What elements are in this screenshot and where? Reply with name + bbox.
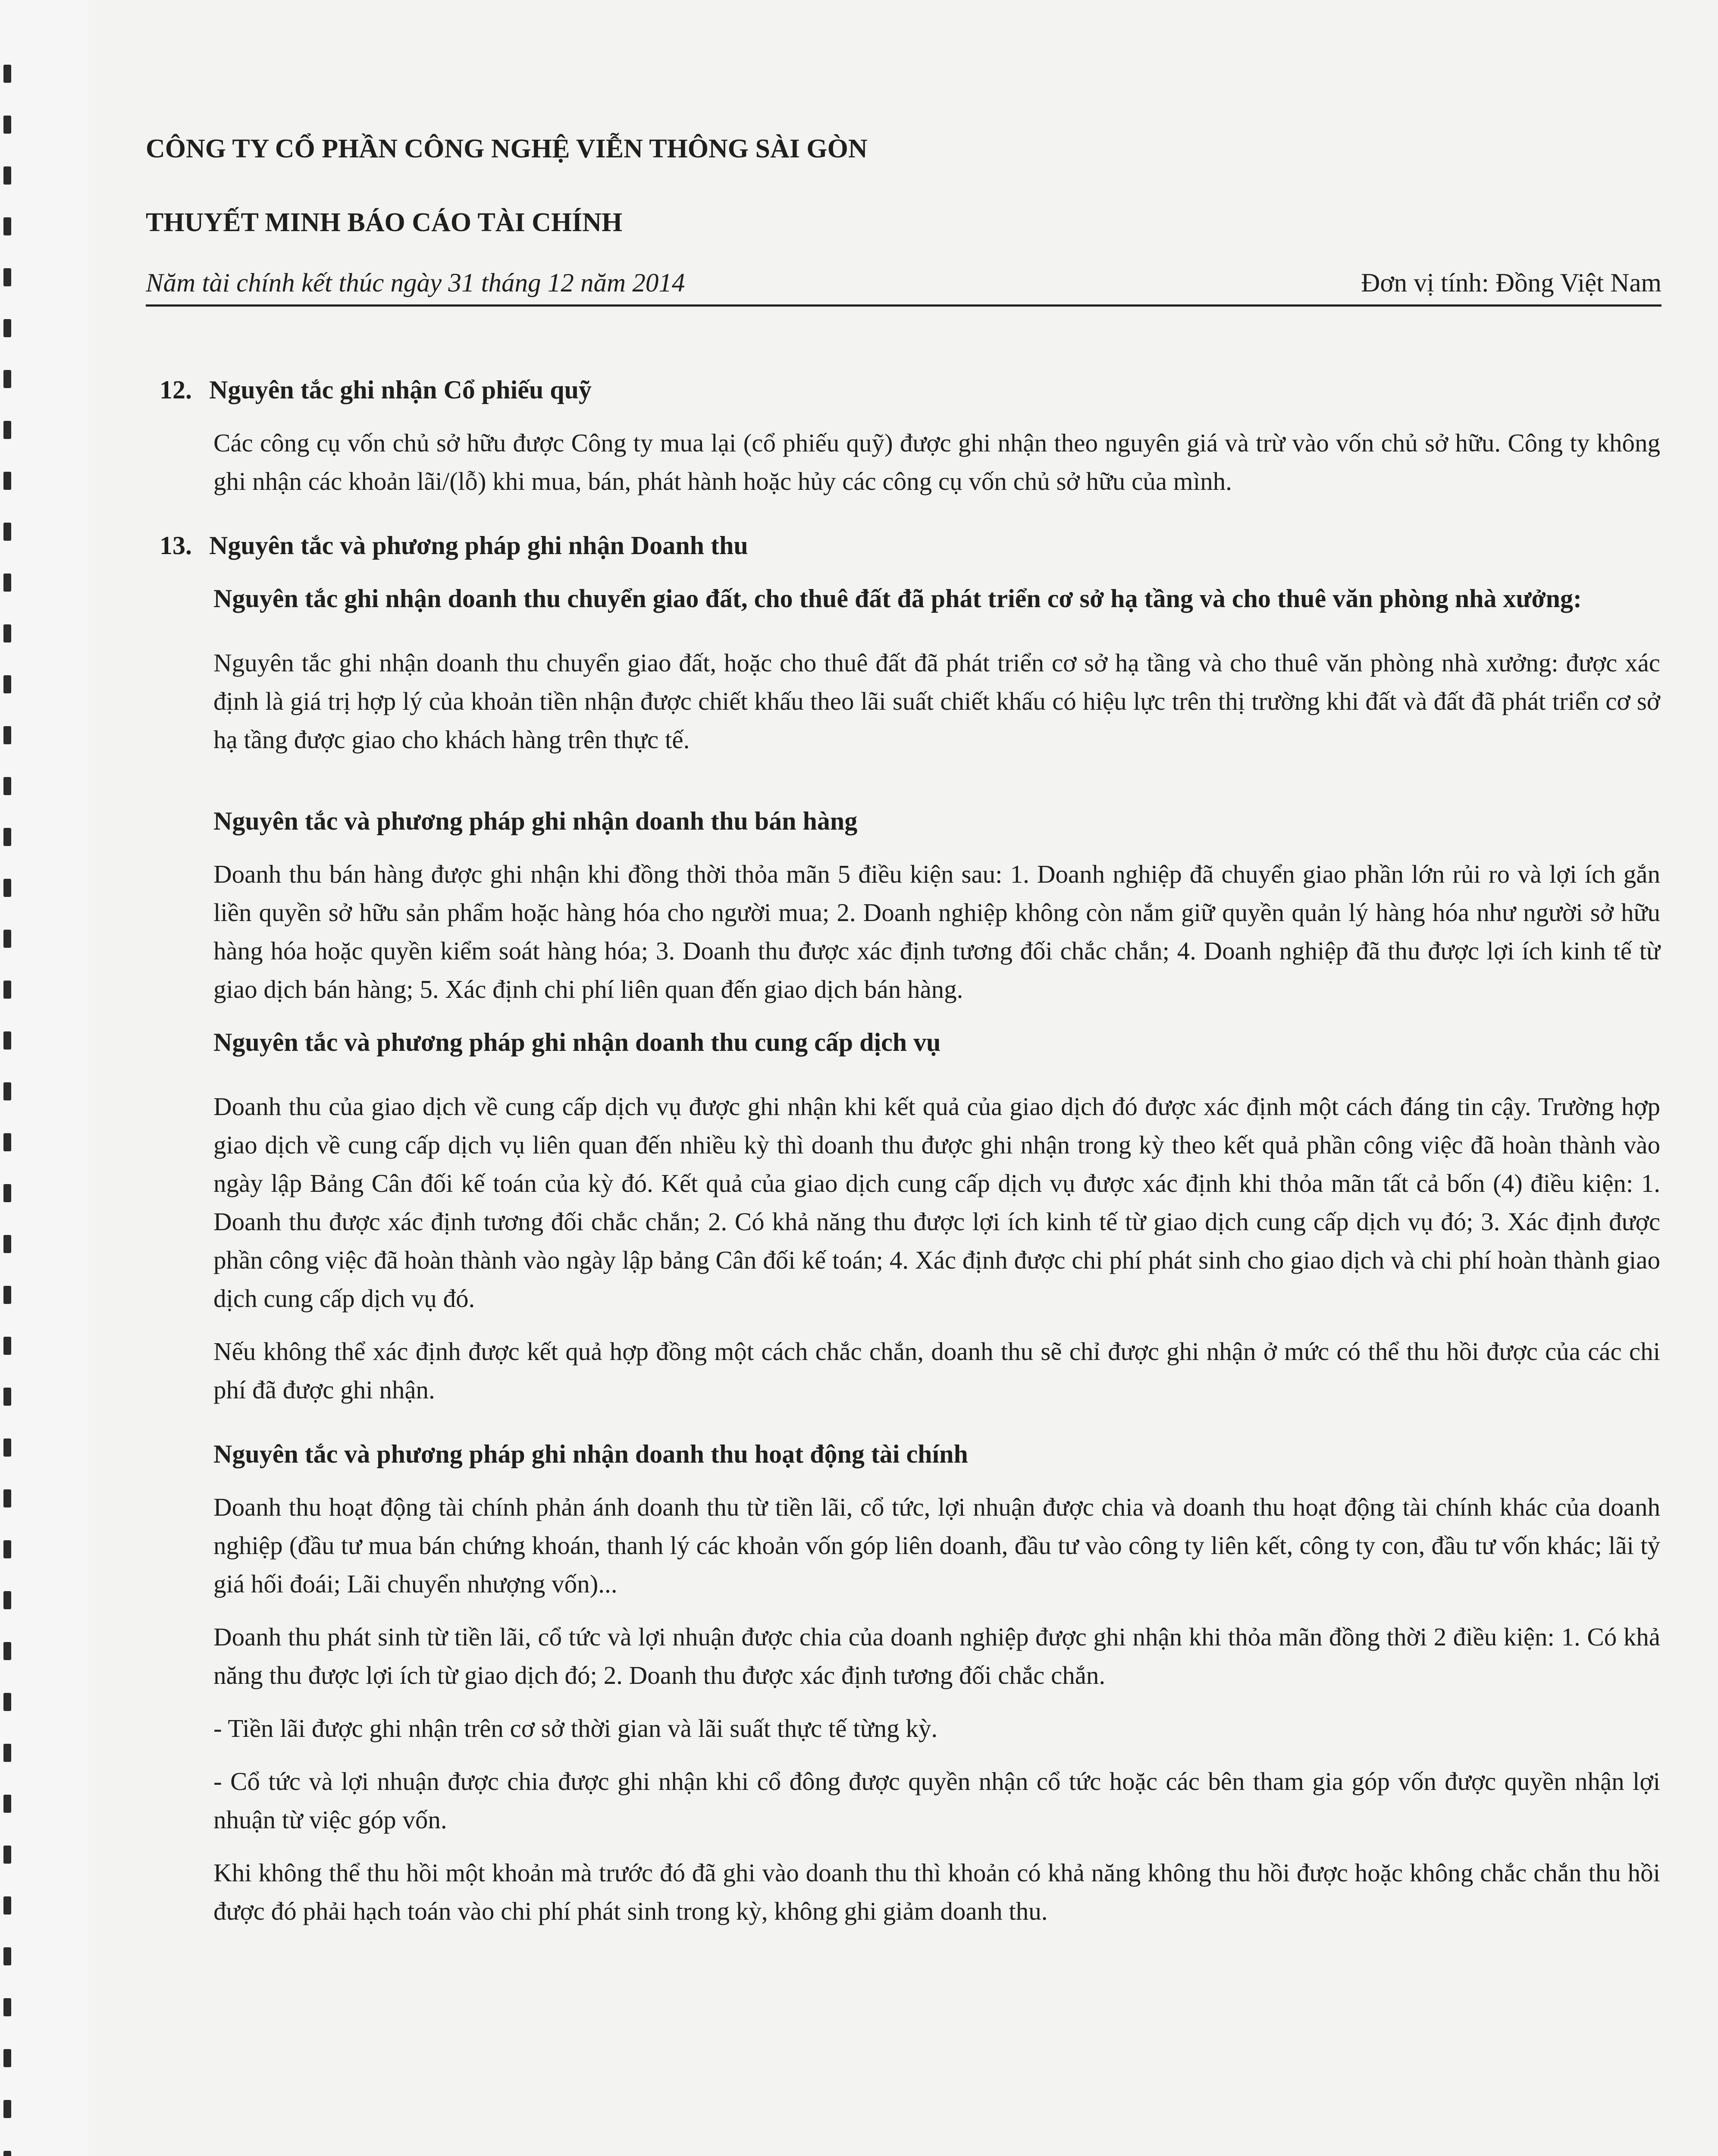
binder-hole xyxy=(3,1489,11,1507)
binder-hole xyxy=(3,1642,11,1660)
binder-hole xyxy=(3,1540,11,1558)
binder-hole xyxy=(3,624,11,642)
binder-hole xyxy=(3,2151,11,2156)
binder-hole xyxy=(3,1031,11,1050)
section-12-paragraph: Các công cụ vốn chủ sở hữu được Công ty mua lại (cổ phiếu quỹ) được ghi nhận theo nguyên giá và trừ vào vốn chủ sở hữu. Công ty không ghi nhận các khoản lãi/(lỗ) khi mua, bán, phát hành hoặc hủy các công cụ vốn chủ sở hữu của mình. xyxy=(213,429,1660,495)
currency-unit: Đơn vị tính: Đồng Việt Nam xyxy=(1361,269,1662,298)
binder-hole xyxy=(3,370,11,388)
binder-hole xyxy=(3,1947,11,1965)
binder-strip xyxy=(0,0,88,2156)
document-body xyxy=(160,371,1660,1930)
section-title: Nguyên tắc và phương pháp ghi nhận Doanh thu xyxy=(209,531,748,560)
binder-hole xyxy=(3,319,11,337)
binder-hole xyxy=(3,1846,11,1864)
binder-hole xyxy=(3,116,11,134)
period-row xyxy=(146,268,1662,307)
dividend-bullet: - Cổ tức và lợi nhuận được chia được ghi nhận khi cổ đông được quyền nhận cổ tức hoặc các bên tham gia góp vốn được quyền nhận lợi nhuận từ việc góp vốn. xyxy=(213,1767,1660,1834)
binder-hole xyxy=(3,268,11,286)
subsection-land-paragraph: Nguyên tắc ghi nhận doanh thu chuyển giao đất, hoặc cho thuê đất đã phát triển cơ sở hạ tầng và cho thuê văn phòng nhà xưởng: được xác định là giá trị hợp lý của khoản tiền nhận được chiết khấu theo lãi suất chiết khấu có hiệu lực trên thị trường khi đất và đất đã phát triển cơ sở hạ tầng được giao cho khách hàng trên thực tế. xyxy=(213,649,1660,754)
binder-hole xyxy=(3,65,11,83)
binder-hole xyxy=(3,879,11,897)
binder-hole xyxy=(3,930,11,948)
subsection-services-paragraph-1: Doanh thu của giao dịch về cung cấp dịch vụ được ghi nhận khi kết quả của giao dịch đó được xác định một cách đáng tin cậy. Trường hợp giao dịch về cung cấp dịch vụ liên quan đến nhiều kỳ thì doanh thu được ghi nhận trong kỳ theo kết quả phần công việc đã hoàn thành vào ngày lập Bảng Cân đối kế toán của kỳ đó. Kết quả của giao dịch cung cấp dịch vụ được xác định khi thỏa mãn tất cả bốn (4) điều kiện: 1. Doanh thu được xác định tương đối chắc chắn; 2. Có khả năng thu được lợi ích kinh tế từ giao dịch cung cấp dịch vụ đó; 3. Xác định được phần công việc đã hoàn thành vào ngày lập bảng Cân đối kế toán; 4. Xác định được chi phí phát sinh cho giao dịch và chi phí hoàn thành giao dịch cung cấp dịch vụ đó. xyxy=(213,1092,1660,1313)
document-title: THUYẾT MINH BÁO CÁO TÀI CHÍNH xyxy=(146,208,623,237)
binder-hole xyxy=(3,828,11,846)
binder-hole xyxy=(3,1896,11,1915)
binder-hole xyxy=(3,675,11,693)
binder-hole xyxy=(3,2100,11,2118)
binder-hole xyxy=(3,2049,11,2067)
section-12-heading xyxy=(160,371,1660,409)
binder-hole xyxy=(3,1998,11,2016)
binder-hole xyxy=(3,981,11,999)
section-number: 13. xyxy=(160,531,192,560)
section-title: Nguyên tắc ghi nhận Cổ phiếu quỹ xyxy=(209,376,592,404)
binder-hole xyxy=(3,573,11,592)
interest-bullet: - Tiền lãi được ghi nhận trên cơ sở thời gian và lãi suất thực tế từng kỳ. xyxy=(213,1714,938,1742)
subsection-financial-paragraph-2: Doanh thu phát sinh từ tiền lãi, cổ tức và lợi nhuận được chia của doanh nghiệp được ghi nhận khi thỏa mãn đồng thời 2 điều kiện: 1. Có khả năng thu được lợi ích từ giao dịch đó; 2. Doanh thu được xác định tương đối chắc chắn. xyxy=(213,1623,1660,1689)
binder-hole xyxy=(3,1744,11,1762)
subsection-sales-paragraph: Doanh thu bán hàng được ghi nhận khi đồng thời thỏa mãn 5 điều kiện sau: 1. Doanh nghiệp đã chuyển giao phần lớn rủi ro và lợi ích gắn liền quyền sở hữu sản phẩm hoặc hàng hóa cho người mua; 2. Doanh nghiệp không còn nắm giữ quyền quản lý hàng hóa như người sở hữu hàng hóa hoặc quyền kiểm soát hàng hóa; 3. Doanh thu được xác định tương đối chắc chắn; 4. Doanh nghiệp đã thu được lợi ích kinh tế từ giao dịch bán hàng; 5. Xác định chi phí liên quan đến giao dịch bán hàng. xyxy=(213,860,1660,1003)
binder-hole xyxy=(3,472,11,490)
binder-hole xyxy=(3,1235,11,1253)
binder-hole xyxy=(3,217,11,235)
binder-hole xyxy=(3,1286,11,1304)
company-name: CÔNG TY CỔ PHẦN CÔNG NGHỆ VIỄN THÔNG SÀI GÒN xyxy=(146,134,868,163)
binder-hole xyxy=(3,777,11,795)
binder-hole xyxy=(3,1184,11,1202)
binder-hole xyxy=(3,1082,11,1100)
subsection-sales-heading: Nguyên tắc và phương pháp ghi nhận doanh thu bán hàng xyxy=(213,807,858,835)
binder-hole xyxy=(3,166,11,185)
closing-paragraph: Khi không thể thu hồi một khoản mà trước đó đã ghi vào doanh thu thì khoản có khả năng không thu hồi được hoặc không chắc chắn thu hồi được đó phải hạch toán vào chi phí phát sinh trong kỳ, không ghi giảm doanh thu. xyxy=(213,1858,1660,1925)
binder-hole xyxy=(3,1133,11,1151)
binder-hole xyxy=(3,1388,11,1406)
subsection-financial-paragraph-1: Doanh thu hoạt động tài chính phản ánh doanh thu từ tiền lãi, cổ tức, lợi nhuận được chia và doanh thu hoạt động tài chính khác của doanh nghiệp (đầu tư mua bán chứng khoán, thanh lý các khoản vốn góp liên doanh, đầu tư vào công ty liên kết, công ty con, đầu tư vốn khác; lãi tỷ giá hối đoái; Lãi chuyển nhượng vốn)... xyxy=(213,1493,1660,1598)
binder-hole xyxy=(3,1795,11,1813)
binder-hole xyxy=(3,1693,11,1711)
binder-hole xyxy=(3,1337,11,1355)
binder-hole xyxy=(3,421,11,439)
fiscal-period: Năm tài chính kết thúc ngày 31 tháng 12 năm 2014 xyxy=(146,269,685,298)
document-header xyxy=(146,134,1664,307)
subsection-land-heading: Nguyên tắc ghi nhận doanh thu chuyển giao đất, cho thuê đất đã phát triển cơ sở hạ tầng và cho thuê văn phòng nhà xưởng: xyxy=(213,584,1582,613)
subsection-financial-heading: Nguyên tắc và phương pháp ghi nhận doanh thu hoạt động tài chính xyxy=(213,1440,968,1468)
binder-hole xyxy=(3,523,11,541)
binder-hole xyxy=(3,1591,11,1609)
section-13-heading xyxy=(160,526,1660,565)
section-number: 12. xyxy=(160,376,192,404)
subsection-services-paragraph-2: Nếu không thể xác định được kết quả hợp đồng một cách chắc chắn, doanh thu sẽ chỉ được ghi nhận ở mức có thể thu hồi được của các chi phí đã được ghi nhận. xyxy=(213,1337,1660,1404)
binder-hole xyxy=(3,1438,11,1457)
subsection-services-heading: Nguyên tắc và phương pháp ghi nhận doanh thu cung cấp dịch vụ xyxy=(213,1028,941,1056)
binder-hole xyxy=(3,726,11,744)
